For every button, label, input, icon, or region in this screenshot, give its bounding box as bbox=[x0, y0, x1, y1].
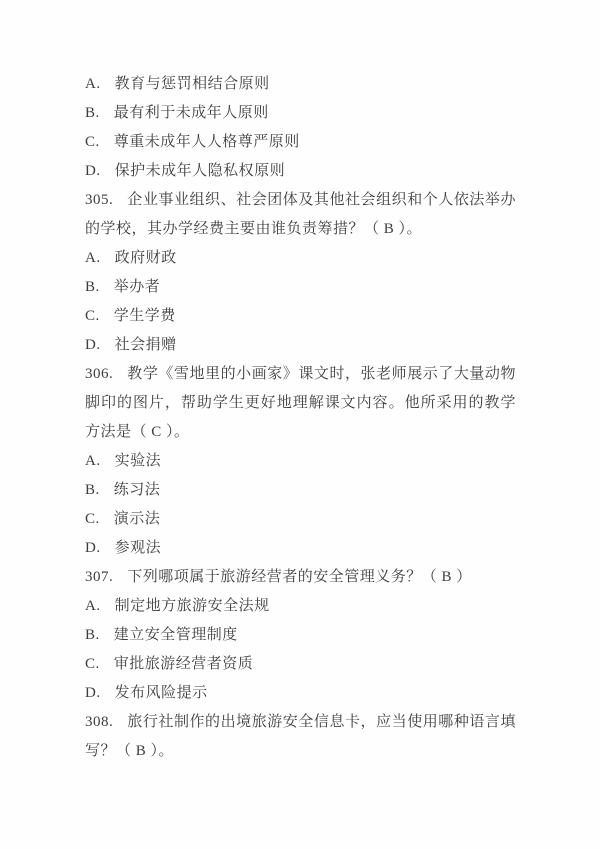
question-text: 下列哪项属于旅游经营者的安全管理义务？（ B ） bbox=[127, 569, 472, 585]
option-text: 举办者 bbox=[113, 279, 161, 295]
option-text: 演示法 bbox=[113, 511, 161, 527]
option-line bbox=[85, 505, 516, 534]
option-text: 尊重未成年人人格尊严原则 bbox=[113, 134, 300, 150]
option-line bbox=[85, 621, 516, 650]
question-text: 教学《雪地里的小画家》课文时，张老师展示了大量动物脚印的图片，帮助学生更好地理解课文内容。他所采用的教学方法是（ C ）。 bbox=[85, 366, 516, 440]
option-line bbox=[85, 244, 516, 273]
option-text: 建立安全管理制度 bbox=[113, 627, 238, 643]
option-label: A. bbox=[85, 453, 101, 469]
option-line bbox=[85, 302, 516, 331]
option-line bbox=[85, 157, 516, 186]
option-label: B. bbox=[85, 482, 100, 498]
option-line bbox=[85, 650, 516, 679]
option-label: B. bbox=[85, 279, 100, 295]
question-paragraph bbox=[85, 186, 516, 244]
option-label: D. bbox=[85, 540, 101, 556]
option-label: C. bbox=[85, 656, 100, 672]
question-text: 旅行社制作的出境旅游安全信息卡，应当使用哪种语言填写？（ B ）。 bbox=[85, 714, 516, 759]
option-text: 实验法 bbox=[114, 453, 162, 469]
option-label: B. bbox=[85, 627, 100, 643]
question-number: 308. bbox=[85, 714, 114, 730]
option-line bbox=[85, 679, 516, 708]
option-label: D. bbox=[85, 163, 101, 179]
question-number: 305. bbox=[85, 192, 114, 208]
option-text: 审批旅游经营者资质 bbox=[113, 656, 254, 672]
question-text: 企业事业组织、社会团体及其他社会组织和个人依法举办的学校，其办学经费主要由谁负责筹措？（ B ）。 bbox=[85, 192, 516, 237]
question-paragraph bbox=[85, 360, 516, 447]
option-label: C. bbox=[85, 511, 100, 527]
option-line bbox=[85, 128, 516, 157]
option-line bbox=[85, 331, 516, 360]
option-line bbox=[85, 273, 516, 302]
option-label: A. bbox=[85, 598, 101, 614]
option-line bbox=[85, 447, 516, 476]
question-paragraph bbox=[85, 708, 516, 766]
option-text: 参观法 bbox=[114, 540, 162, 556]
option-label: D. bbox=[85, 337, 101, 353]
option-label: D. bbox=[85, 685, 101, 701]
option-line bbox=[85, 476, 516, 505]
option-line bbox=[85, 99, 516, 128]
option-text: 练习法 bbox=[113, 482, 161, 498]
option-text: 最有利于未成年人原则 bbox=[113, 105, 269, 121]
option-text: 政府财政 bbox=[114, 250, 177, 266]
option-label: A. bbox=[85, 250, 101, 266]
option-line bbox=[85, 534, 516, 563]
option-text: 学生学费 bbox=[113, 308, 176, 324]
option-label: B. bbox=[85, 105, 100, 121]
option-label: C. bbox=[85, 308, 100, 324]
option-label: A. bbox=[85, 76, 101, 92]
option-text: 社会捐赠 bbox=[114, 337, 177, 353]
question-number: 307. bbox=[85, 569, 114, 585]
option-label: C. bbox=[85, 134, 100, 150]
option-text: 发布风险提示 bbox=[114, 685, 208, 701]
option-line bbox=[85, 592, 516, 621]
option-text: 保护未成年人隐私权原则 bbox=[114, 163, 286, 179]
option-line bbox=[85, 70, 516, 99]
question-paragraph bbox=[85, 563, 516, 592]
question-number: 306. bbox=[85, 366, 114, 382]
option-text: 制定地方旅游安全法规 bbox=[114, 598, 270, 614]
option-text: 教育与惩罚相结合原则 bbox=[114, 76, 270, 92]
